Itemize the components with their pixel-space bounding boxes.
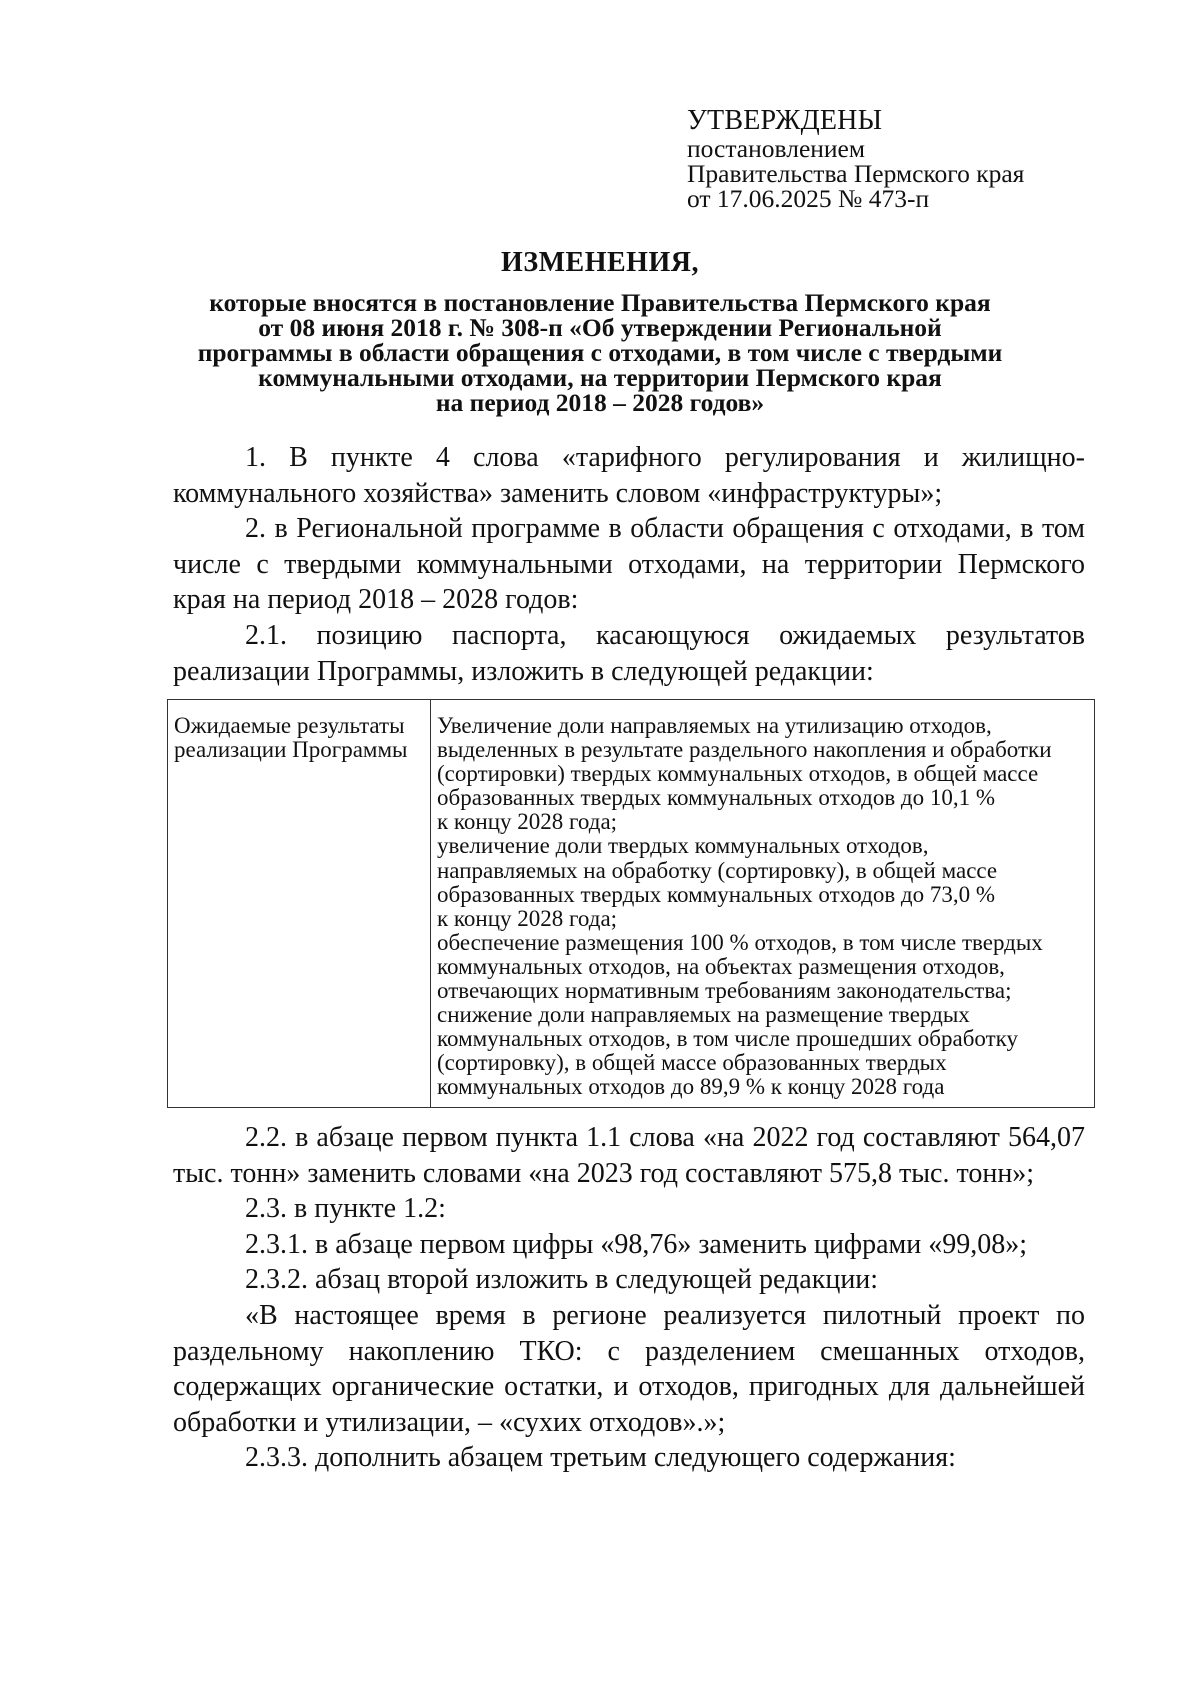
paragraph: «В настоящее время в регионе реализуется пилотный проект по раздельному накоплению ТКО: с разделением смешанных отходов, содержащих органические остатки, и отходов, пригодных для дальнейшей обработки и утилизации, – «сухих отходов».»; [173, 1299, 1085, 1438]
paragraph: 2.1. позицию паспорта, касающуюся ожидаемых результатов реализации Программы, изложить в следующей редакции: [173, 619, 1085, 687]
value-line: снижение доли направляемых на размещение твердых [437, 1002, 970, 1028]
value-line: Увеличение доли направляемых на утилизацию отходов, [437, 713, 992, 738]
value-line: к концу 2028 года; [437, 905, 618, 931]
value-line: образованных твердых коммунальных отходов до 73,0 % [437, 881, 996, 907]
subtitle-line: коммунальными отходами, на территории Пермского края [258, 363, 942, 392]
approval-line: от 17.06.2025 № 473-п [687, 184, 930, 213]
value-line: коммунальных отходов, на объектах размещения отходов, [437, 953, 1005, 979]
paragraph: 2.3.1. в абзаце первом цифры «98,76» заменить цифрами «99,08»; [245, 1228, 1027, 1260]
body-text-before-table [173, 440, 1085, 689]
document-title: ИЗМЕНЕНИЯ, [501, 247, 699, 278]
value-line: коммунальных отходов до 89,9 % к концу 2028 года [437, 1074, 945, 1100]
value-line: коммунальных отходов, в том числе прошедших обработку [437, 1026, 1018, 1052]
table-label-cell [168, 700, 431, 1108]
table-row [168, 700, 1095, 1108]
paragraph: 2.3.3. дополнить абзацем третьим следующего содержания: [245, 1442, 956, 1474]
approval-line: Правительства Пермского края [687, 159, 1025, 188]
subtitle-line: на период 2018 – 2028 годов» [435, 388, 765, 417]
label-line: Ожидаемые результаты [174, 713, 405, 738]
table-value-cell [431, 700, 1095, 1108]
approval-title: УТВЕРЖДЕНЫ [687, 105, 883, 136]
value-line: выделенных в результате раздельного накопления и обработки [437, 737, 1052, 763]
approval-line: постановлением [687, 134, 866, 163]
value-line: к концу 2028 года; [437, 809, 618, 835]
body-text-after-table [173, 1120, 1085, 1476]
paragraph: 1. В пункте 4 слова «тарифного регулирования и жилищно-коммунального хозяйства» заменить словом «инфраструктуры»; [173, 442, 1085, 509]
value-line: увеличение доли твердых коммунальных отходов, [437, 833, 929, 859]
subtitle-line: от 08 июня 2018 г. № 308-п «Об утверждении Региональной [258, 313, 942, 342]
value-line: обеспечение размещения 100 % отходов, в том числе твердых [437, 929, 1043, 955]
label-line: реализации Программы [174, 737, 408, 763]
subtitle-line: которые вносятся в постановление Правительства Пермского края [209, 288, 991, 317]
paragraph: 2.2. в абзаце первом пункта 1.1 слова «на 2022 год составляют 564,07 тыс. тонн» заменить словами «на 2023 год составляют 575,8 тыс. тонн»; [173, 1122, 1085, 1189]
approval-stamp [687, 106, 1024, 211]
paragraph: 2. в Региональной программе в области обращения с отходами, в том числе с твердыми коммунальными отходами, на территории Пермского края на период 2018 – 2028 годов: [173, 513, 1085, 616]
value-line: (сортировку), в общей массе образованных твердых [437, 1050, 947, 1076]
document-subtitle [150, 290, 1050, 415]
value-line: направляемых на обработку (сортировку), в общей массе [437, 857, 998, 883]
paragraph: 2.3.2. абзац второй изложить в следующей редакции: [245, 1264, 879, 1296]
value-line: (сортировки) твердых коммунальных отходов, в общей массе [437, 761, 1039, 787]
expected-results-table [167, 699, 1095, 1108]
value-line: образованных твердых коммунальных отходов до 10,1 % [437, 785, 996, 811]
paragraph: 2.3. в пункте 1.2: [245, 1193, 446, 1225]
value-line: отвечающих нормативным требованиям законодательства; [437, 978, 1012, 1004]
subtitle-line: программы в области обращения с отходами, в том числе с твердыми [197, 338, 1003, 367]
